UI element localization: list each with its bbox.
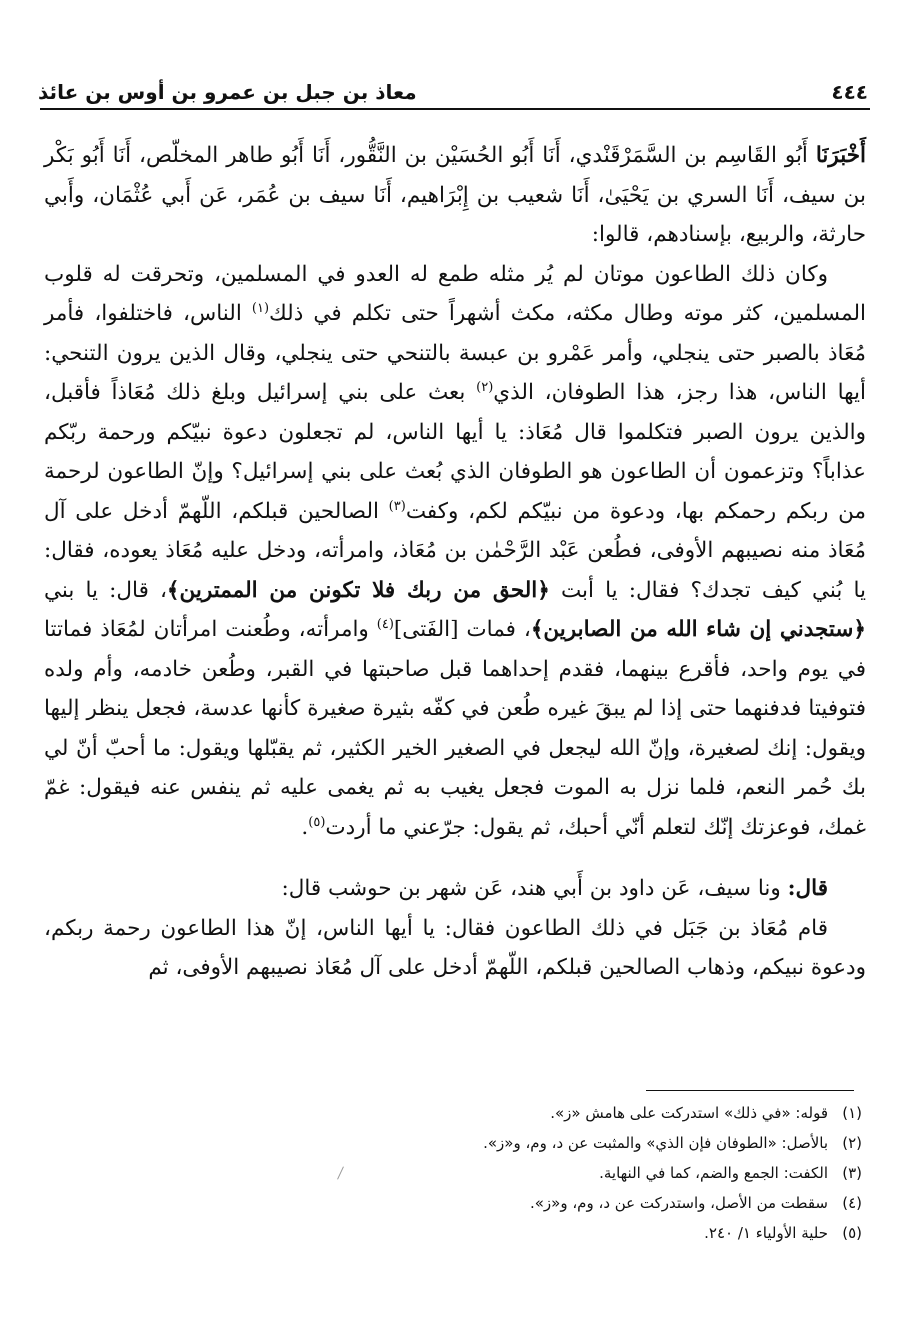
- footnote-mark-2[interactable]: (٢): [476, 379, 494, 395]
- footnote-5: [102, 1218, 862, 1248]
- text-segment: وكان ذلك الطاعون موتان لم يُر مثله طمع له العدو في المسلمين، وتحرقت له قلوب المسلمين، كثر موته وطال مكثه، مكث أشهراً حتى تكلم في ذلك: [44, 261, 866, 326]
- text-segment: وامرأته، وطُعنت امرأتان لمُعَاذ فماتتا في يوم واحد، فأقرع بينهما، فقدم إحداهما قبل صاحبتها في القبر، وطُعن خادمه، وأم ولده فتوفيتا فدفنهما حتى إذا لم يبقَ غيره طُعن في كفّه بثيرة صغيرة كأنها عدسة، فجعل ينظر إليها ويقول: إنك لصغيرة، وإنّ الله ليجعل في الصغير الخير الكثير، ثم يقبّلها ويقول: ما أحبّ أنّ لي بك حُمر النعم، فلما نزل به الموت فجعل يغيب به ثم يغمى عليه ثم ينفس عنه فيقول: غمّ غمك، فوعزتك إنّك لتعلم أنّي أحبك، ثم يقول: جرّعني ما أردت: [44, 617, 866, 840]
- page-number: ٤٤٤: [831, 80, 868, 104]
- paragraph-second-isnad: [44, 869, 866, 909]
- paragraph-isnad: [44, 136, 866, 255]
- footnote-number: (٢): [842, 1134, 862, 1152]
- footnote-4: [102, 1188, 862, 1218]
- footnote-mark-3[interactable]: (٣): [388, 498, 406, 514]
- footnote-number: (٣): [842, 1164, 862, 1182]
- second-isnad-lead: قال:: [787, 876, 828, 901]
- second-isnad-text: ونا سيف، عَن داود بن أَبي هند، عَن شهر بن حوشب قال:: [281, 876, 788, 901]
- footnote-mark-5[interactable]: (٥): [308, 814, 326, 830]
- footnote-text: بالأصل: «الطوفان فإن الذي» والمثبت عن د، وم، و«ز».: [483, 1134, 828, 1152]
- footnote-number: (١): [842, 1104, 862, 1122]
- paragraph-plague-account: [44, 255, 866, 848]
- text-segment: الصالحين قبلكم، اللّهمّ أدخل على آل مُعَاذ منه نصيبهم الأوفى، فطُعن عَبْد الرَّحْمٰن بن مُعَاذ، وامرأته، ودخل عليه مُعَاذ يعوده، فقال: يا بُني كيف تجدك؟ فقال: يا أبت: [44, 498, 867, 603]
- isnad-text: أَبُو القَاسِم بن السَّمَرْقَنْدي، أَنَا أَبُو الحُسَيْن بن النَّقُّور، أَنَا أَبُو طاهر المخلّص، أَنَا أَبُو بَكْر بن سيف، أَنَا السري بن يَحْيَىٰ، أَنَا شعيب بن إِبْرَاهيم، أَنَا سيف بن عُمَر، عَن أَبي عُثْمَان، وأَبي حارثة، والربيع، بإسنادهم، قالوا:: [44, 143, 866, 247]
- footnote-number: (٤): [842, 1194, 862, 1212]
- muadh-speech-text: قام مُعَاذ بن جَبَل في ذلك الطاعون فقال: يا أيها الناس، إنّ هذا الطاعون رحمة ربكم، ودعوة نبيكم، وذهاب الصالحين قبلكم، اللّهمّ أدخل على آل مُعَاذ نصيبهم الأوفى، ثم: [44, 915, 866, 980]
- footnote-text: حلية الأولياء ١/ ٢٤٠.: [704, 1224, 828, 1242]
- quran-quote-2: ﴿ستجدني إن شاء الله من الصابرين﴾: [530, 617, 866, 642]
- footnote-mark-4[interactable]: (٤): [376, 616, 394, 632]
- footnote-rule: [646, 1090, 854, 1091]
- footnote-number: (٥): [842, 1224, 862, 1242]
- page-header: [38, 62, 868, 104]
- footnote-text: الكفت: الجمع والضم، كما في النهاية.: [599, 1164, 828, 1182]
- paragraph-muadh-speech: [44, 909, 866, 988]
- running-title: معاذ بن جبل بن عمرو بن أوس بن عائذ: [38, 80, 417, 104]
- footnote-3: [102, 1158, 862, 1188]
- footnote-mark-1[interactable]: (١): [251, 300, 270, 316]
- footnote-text: سقطت من الأصل، واستدركت عن د، وم، و«ز».: [529, 1194, 828, 1212]
- paragraph-gap: [44, 847, 866, 869]
- isnad-lead: أَخْبَرَنَا: [815, 143, 866, 168]
- header-rule: [40, 108, 870, 110]
- text-segment: ، قال: يا بني: [44, 577, 167, 603]
- text-segment: ، فمات [الفَتى]: [393, 617, 531, 642]
- text-segment: بعث على بني إسرائيل وبلغ ذلك مُعَاذاً فأقبل، والذين يرون الصبر فتكلموا قال مُعَاذ: يا أيها الناس، لم تجعلون دعوة نبيّكم ورحمة ربّكم عذاباً؟ وتزعمون أن الطاعون هو الطوفان الذي بُعث على بني إسرائيل؟ وإنّ الطاعون لرحمة من ربكم رحمكم بها، ودعوة من نبيّكم لكم، وكفت: [44, 380, 866, 524]
- footnote-text: قوله: «في ذلك» استدركت على هامش «ز».: [550, 1104, 828, 1122]
- footnotes: [102, 1098, 862, 1248]
- footnote-1: [102, 1098, 862, 1128]
- text-segment: الناس، فاختلفوا، فأمر مُعَاذ بالصبر حتى ينجلي، وأمر عَمْرو بن عبسة بالتنحي حتى ينجلي، وقال الذين يرون التنحي: أيها الناس، هذا رجز، هذا الطوفان، الذي: [44, 301, 866, 405]
- footnote-2: [102, 1128, 862, 1158]
- main-text: [44, 136, 866, 988]
- text-segment: .: [301, 814, 309, 840]
- quran-quote-1: ﴿الحق من ربك فلا تكونن من الممترين﴾: [166, 577, 550, 603]
